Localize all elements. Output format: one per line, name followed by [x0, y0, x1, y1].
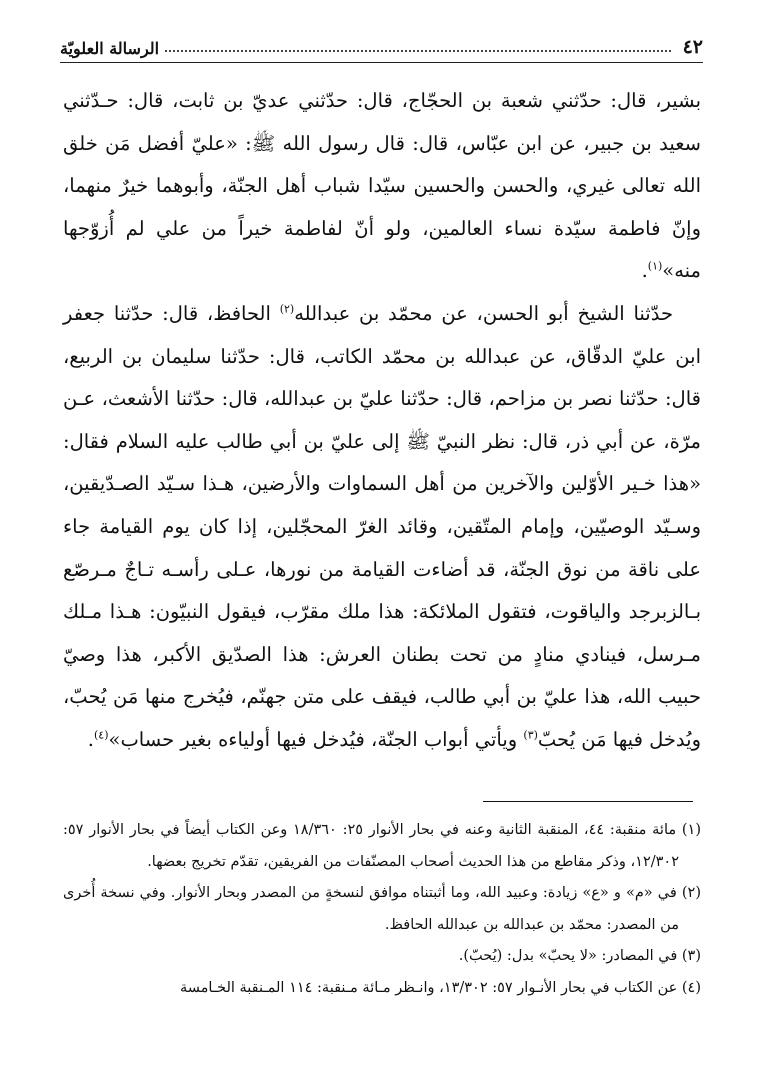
- running-header: [60, 28, 703, 63]
- paragraph-2-text-a: حدّثنا الشيخ أبو الحسن، عن محمّد بن عبدالله: [294, 301, 674, 325]
- footnote-ref-2: (٢): [279, 302, 295, 316]
- footnote-1: (١) مائة منقبة: ٤٤، المنقبة الثانية وعنه في بحار الأنوار ٢٥: ١٨/٣٦٠ وعن الكتاب أيضاً في بحار الأنوار ٥٧: ١٢/٣٠٢، وذكر مقاطع من هذا الحديث أصحاب المصنّفات من الفريقين، تقدّم تخريج بعضها.: [63, 822, 702, 870]
- footnote-separator: [483, 801, 693, 802]
- paragraph-2-text-c: ويأتي أبواب الجنّة، فيُدخل فيها أولياءه بغير حساب»: [108, 727, 524, 751]
- paragraph-1-text: بشير، قال: حدّثني شعبة بن الحجّاج، قال: حدّثني عديّ بن ثابت، قال: حـدّثني سعيد بن جبير، عن ابن عبّاس، قال: قال رسول الله ﷺ: «عليّ أفضل مَن خلق الله تعالى غيري، والحسن والحسين سيّدا شباب أهل الجنّة، وأبوهما خيرٌ منهما، وإنّ فاطمة سيّدة نساء العالمين، ولو أنّ لفاطمة خيراً من علي لم أُزوّجها منه»: [63, 89, 701, 283]
- page-number: ٤٢: [682, 36, 703, 58]
- footnotes: [63, 815, 701, 1004]
- footnote-ref-4: (٤): [94, 728, 109, 742]
- main-text: [63, 80, 701, 762]
- footnote-4: (٤) عن الكتاب في بحار الأنـوار ٥٧: ١٣/٣٠٢، وانـظر مـائة مـنقبة: ١١٤ المـنقبة الخـامسة: [179, 979, 701, 996]
- paragraph-2-text-b: الحافظ، قال: حدّثنا جعفر ابن عليّ الدقّاق، عن عبدالله بن محمّد الكاتب، قال: حدّثنا سليمان بن الربيع، قال: حدّثنا نصر بن مزاحم، قال: حدّثنا عليّ بن عبدالله، قال: حدّثنا الأشعث، عـن مرّة، عن أبي ذر، قال: نظر النبيّ ﷺ إلى عليّ بن أبي طالب عليه السلام فقال: «هذا خـير الأوّلين والآخرين من أهل السماوات والأرضين، هـذا سـيّد الصـدّيقين، وسـيّد الوصيّين، وإمام المتّقين، وقائد الغرّ المحجّلين، إذا كان يوم القيامة جاء على ناقة من نوق الجنّة، قد أضاءت القيامة من نورها، عـلى رأسـه تـاجٌ مـرصّع بـالزبرجد والياقوت، فتقول الملائكة: هذا ملك مقرّب، فيقول النبيّون: هـذا مـلك مـرسل، فينادي منادٍ من تحت بطنان العرش: هذا الصدّيق الأكبر، هذا وصيّ حبيب الله، هذا عليّ بن أبي طالب، فيقف على متن جهنّم، فيُخرج منها مَن يُحبّ، ويُدخل فيها مَن يُحبّ: [63, 301, 701, 751]
- paragraph-2: [63, 293, 701, 762]
- footnote-2: (٢) في «م» و «ع» زيادة: وعبيد الله، وما أثبتناه موافق لنسخةٍ من المصدر وبحار الأنوار. وفي نسخة أُخرى من المصدر: محمّد بن عبدالله بن عبدالله الحافظ.: [63, 885, 701, 933]
- footnote-ref-1: (١): [647, 259, 663, 273]
- paragraph-2-end: .: [87, 727, 94, 751]
- footnote-ref-3: (٣): [523, 728, 538, 742]
- book-title: الرسالة العلويّة: [60, 39, 160, 58]
- paragraph-1: بشير، قال: حدّثني شعبة بن الحجّاج، قال: حدّثني عديّ بن ثابت، قال: حـدّثني سعيد بن جبير، عن ابن عبّاس، قال: قال رسول الله ﷺ: «عليّ أفضل مَن خلق الله تعالى غيري، والحسن والحسين سيّدا شباب أهل الجنّة، وأبوهما خيرٌ منهما، وإنّ فاطمة سيّدة نساء العالمين، ولو أنّ لفاطمة خيراً من علي لم أُزوّجها منه»$^{(١)}$.: [63, 89, 701, 283]
- footnote-3: (٣) في المصادر: «لا يحبّ» بدل: (يُحبّ).: [458, 948, 701, 964]
- dot-leader: [165, 40, 670, 52]
